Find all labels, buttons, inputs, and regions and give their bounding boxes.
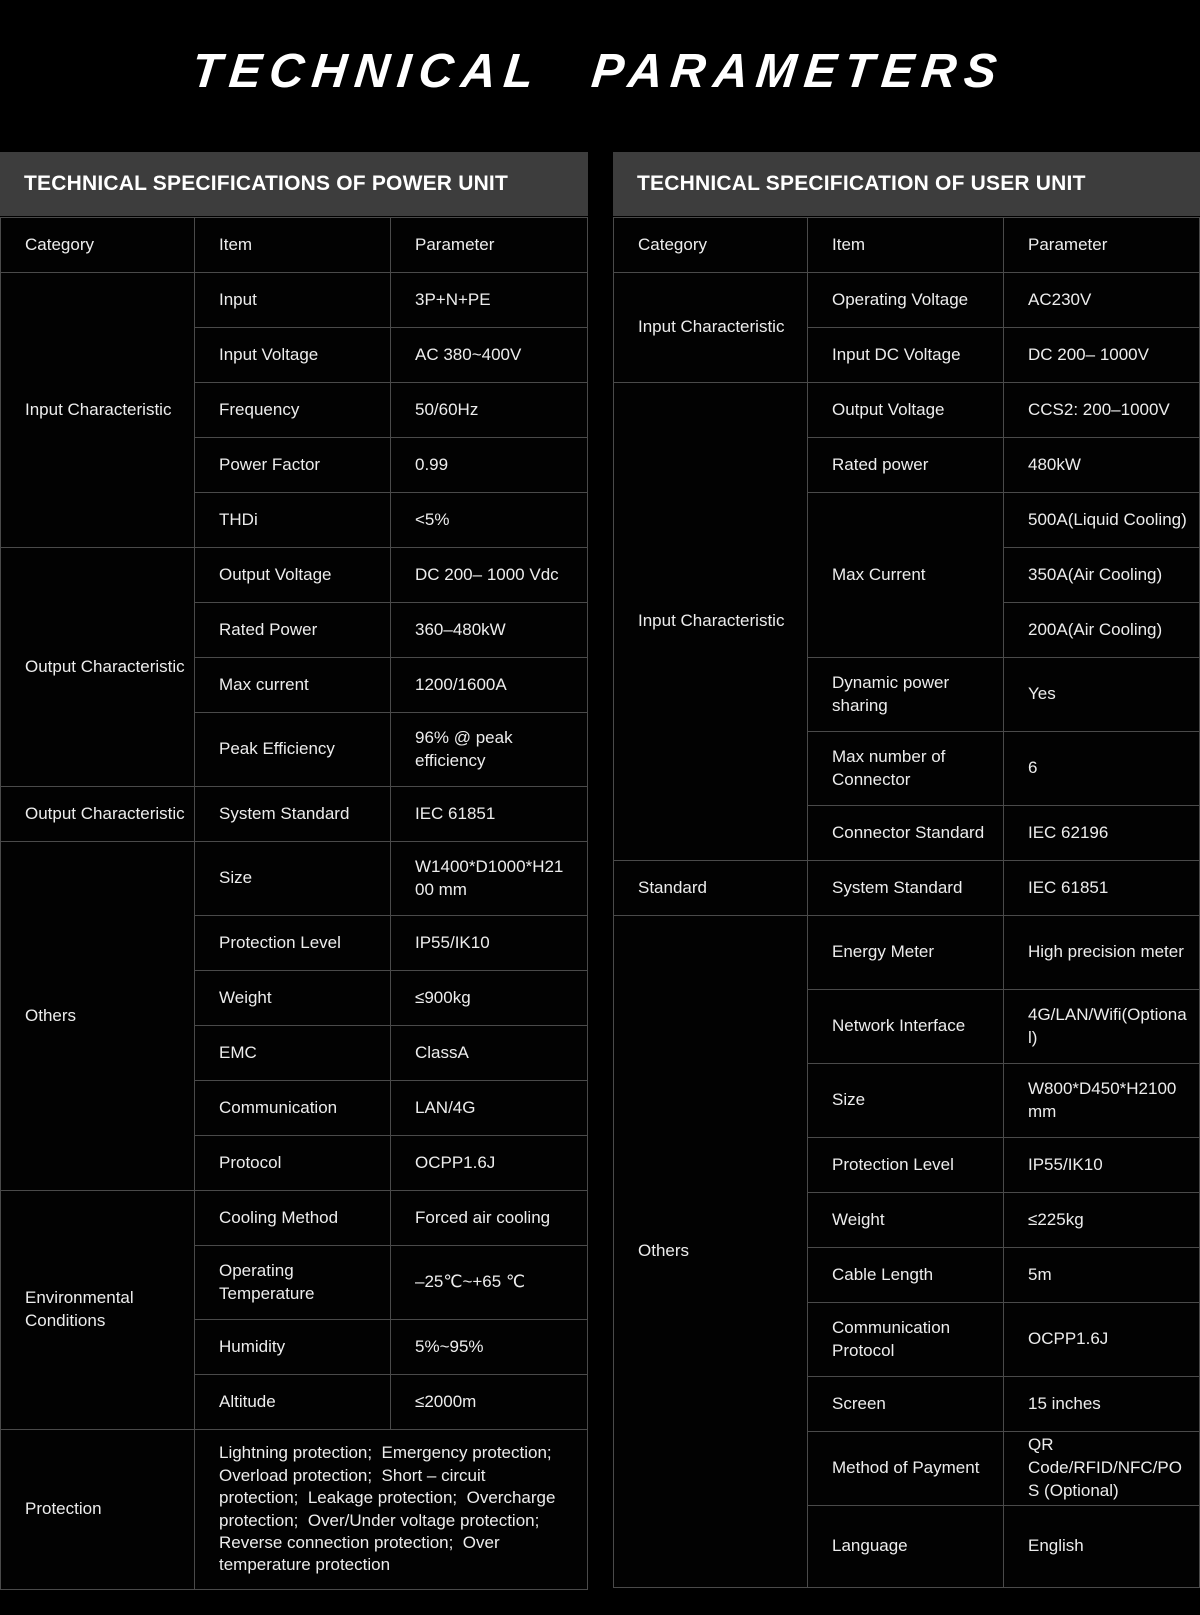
- column-header-item: Item: [808, 218, 1004, 273]
- cell-item: Output Voltage: [808, 383, 1004, 438]
- table-row: [1, 273, 588, 328]
- cell-parameter: IEC 61851: [1004, 861, 1200, 916]
- cell-parameter: IP55/IK10: [391, 916, 588, 971]
- user-unit-table: [613, 217, 1200, 1588]
- cell-parameter: DC 200– 1000V: [1004, 328, 1200, 383]
- cell-parameter: AC 380~400V: [391, 328, 588, 383]
- cell-parameter: 360–480kW: [391, 603, 588, 658]
- cell-category: Environmental Conditions: [1, 1191, 195, 1430]
- user-unit-section: [613, 152, 1200, 1588]
- column-header-item: Item: [195, 218, 391, 273]
- cell-item: Max current: [195, 658, 391, 713]
- cell-category: Protection: [1, 1430, 195, 1590]
- cell-parameter: –25℃~+65 ℃: [391, 1246, 588, 1320]
- column-header-parameter: Parameter: [391, 218, 588, 273]
- cell-item: Humidity: [195, 1320, 391, 1375]
- cell-item: Protection Level: [808, 1138, 1004, 1193]
- table-row: [614, 273, 1200, 328]
- cell-parameter: 3P+N+PE: [391, 273, 588, 328]
- cell-category: Input Characteristic: [614, 273, 808, 383]
- cell-item: Communication: [195, 1081, 391, 1136]
- cell-parameter: 5%~95%: [391, 1320, 588, 1375]
- cell-parameter: 1200/1600A: [391, 658, 588, 713]
- cell-parameter: 500A(Liquid Cooling): [1004, 493, 1200, 548]
- cell-item: Altitude: [195, 1375, 391, 1430]
- cell-category: Others: [1, 842, 195, 1191]
- cell-item: THDi: [195, 493, 391, 548]
- cell-parameter: 4G/LAN/Wifi(Optional): [1004, 990, 1200, 1064]
- cell-item: Frequency: [195, 383, 391, 438]
- cell-parameter: 350A(Air Cooling): [1004, 548, 1200, 603]
- cell-item: Weight: [808, 1193, 1004, 1248]
- cell-item: Dynamic power sharing: [808, 658, 1004, 732]
- table-row: [1, 1430, 588, 1590]
- cell-parameter: DC 200– 1000 Vdc: [391, 548, 588, 603]
- table-row: [1, 787, 588, 842]
- cell-item: Communication Protocol: [808, 1303, 1004, 1377]
- cell-item: Input DC Voltage: [808, 328, 1004, 383]
- cell-parameter: AC230V: [1004, 273, 1200, 328]
- user-unit-section-header: [613, 152, 1200, 216]
- column-header-parameter: Parameter: [1004, 218, 1200, 273]
- cell-item: Screen: [808, 1377, 1004, 1432]
- cell-parameter: High precision meter: [1004, 916, 1200, 990]
- power-unit-section-title: TECHNICAL SPECIFICATIONS OF POWER UNIT: [24, 172, 508, 195]
- cell-parameter: LAN/4G: [391, 1081, 588, 1136]
- cell-parameter: English: [1004, 1506, 1200, 1588]
- cell-item: System Standard: [808, 861, 1004, 916]
- cell-item: Energy Meter: [808, 916, 1004, 990]
- cell-parameter: OCPP1.6J: [391, 1136, 588, 1191]
- cell-parameter: 0.99: [391, 438, 588, 493]
- cell-category: Output Characteristic: [1, 787, 195, 842]
- table-row: [1, 842, 588, 916]
- table-header-row: [1, 218, 588, 273]
- cell-parameter: 96% @ peak efficiency: [391, 713, 588, 787]
- cell-category: Others: [614, 916, 808, 1588]
- cell-item: Weight: [195, 971, 391, 1026]
- cell-item: Rated power: [808, 438, 1004, 493]
- table-row: [614, 383, 1200, 438]
- cell-item: Size: [195, 842, 391, 916]
- cell-category: Output Characteristic: [1, 548, 195, 787]
- table-row: [1, 548, 588, 603]
- power-unit-table: [0, 217, 588, 1590]
- table-header-row: [614, 218, 1200, 273]
- cell-item: Operating Voltage: [808, 273, 1004, 328]
- cell-parameter: W1400*D1000*H2100 mm: [391, 842, 588, 916]
- cell-parameter: <5%: [391, 493, 588, 548]
- cell-category: Input Characteristic: [614, 383, 808, 861]
- cell-item: Max Current: [808, 493, 1004, 658]
- cell-item: Protocol: [195, 1136, 391, 1191]
- cell-parameter: ClassA: [391, 1026, 588, 1081]
- cell-item: System Standard: [195, 787, 391, 842]
- cell-item: Protection Level: [195, 916, 391, 971]
- table-row: [614, 916, 1200, 990]
- cell-item: Max number of Connector: [808, 732, 1004, 806]
- cell-item: Rated Power: [195, 603, 391, 658]
- page-title: TECHNICAL PARAMETERS: [189, 45, 1008, 98]
- cell-item: Input: [195, 273, 391, 328]
- cell-parameter: Forced air cooling: [391, 1191, 588, 1246]
- cell-parameter: ≤900kg: [391, 971, 588, 1026]
- column-header-category: Category: [614, 218, 808, 273]
- cell-parameter: ≤225kg: [1004, 1193, 1200, 1248]
- cell-item: Connector Standard: [808, 806, 1004, 861]
- cell-parameter: 15 inches: [1004, 1377, 1200, 1432]
- cell-parameter: 480kW: [1004, 438, 1200, 493]
- cell-parameter: QR Code/RFID/NFC/POS (Optional): [1004, 1432, 1200, 1506]
- table-row: [1, 1191, 588, 1246]
- cell-item: Input Voltage: [195, 328, 391, 383]
- cell-item: Operating Temperature: [195, 1246, 391, 1320]
- cell-parameter: IEC 62196: [1004, 806, 1200, 861]
- cell-item: Network Interface: [808, 990, 1004, 1064]
- cell-category: Input Characteristic: [1, 273, 195, 548]
- cell-parameter: OCPP1.6J: [1004, 1303, 1200, 1377]
- cell-item: Cooling Method: [195, 1191, 391, 1246]
- cell-category: Standard: [614, 861, 808, 916]
- cell-item: Cable Length: [808, 1248, 1004, 1303]
- column-header-category: Category: [1, 218, 195, 273]
- power-unit-section-header: [0, 152, 588, 216]
- cell-parameter: IEC 61851: [391, 787, 588, 842]
- power-unit-section: [0, 152, 588, 1590]
- cell-parameter: ≤2000m: [391, 1375, 588, 1430]
- cell-parameter: IP55/IK10: [1004, 1138, 1200, 1193]
- cell-item: Power Factor: [195, 438, 391, 493]
- cell-parameter: Lightning protection; Emergency protection; Overload protection; Short – circuit protection; Leakage protection; Overcharge protection; Over/Under voltage protection; Reverse connection protection; Over temperature protection: [195, 1430, 588, 1590]
- cell-parameter: CCS2: 200–1000V: [1004, 383, 1200, 438]
- cell-parameter: 5m: [1004, 1248, 1200, 1303]
- cell-item: Method of Payment: [808, 1432, 1004, 1506]
- cell-parameter: W800*D450*H2100 mm: [1004, 1064, 1200, 1138]
- cell-item: EMC: [195, 1026, 391, 1081]
- cell-item: Peak Efficiency: [195, 713, 391, 787]
- cell-item: Output Voltage: [195, 548, 391, 603]
- cell-item: Size: [808, 1064, 1004, 1138]
- cell-parameter: 6: [1004, 732, 1200, 806]
- cell-item: Language: [808, 1506, 1004, 1588]
- cell-parameter: Yes: [1004, 658, 1200, 732]
- cell-parameter: 50/60Hz: [391, 383, 588, 438]
- cell-parameter: 200A(Air Cooling): [1004, 603, 1200, 658]
- user-unit-section-title: TECHNICAL SPECIFICATION OF USER UNIT: [637, 172, 1086, 195]
- table-row: [614, 861, 1200, 916]
